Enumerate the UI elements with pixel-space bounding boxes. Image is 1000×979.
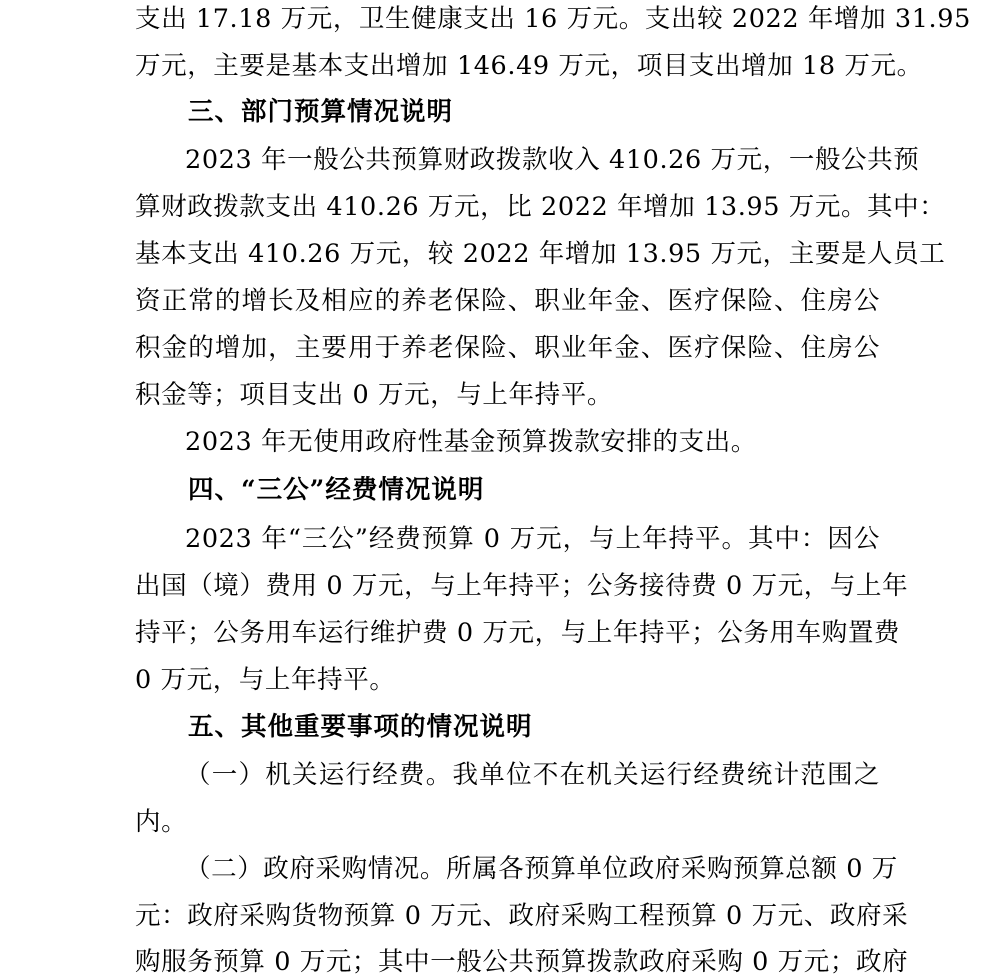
paragraph-line: 2023 年“三公”经费预算 0 万元，与上年持平。其中：因公	[185, 524, 880, 554]
paragraph-line: 积金的增加，主要用于养老保险、职业年金、医疗保险、住房公	[135, 333, 880, 363]
paragraph-line: 出国（境）费用 0 万元，与上年持平；公务接待费 0 万元，与上年	[135, 571, 909, 601]
paragraph-line: （二）政府采购情况。所属各预算单位政府采购预算总额 0 万	[185, 854, 898, 884]
paragraph-line: 资正常的增长及相应的养老保险、职业年金、医疗保险、住房公	[135, 286, 880, 316]
paragraph-line: 基本支出 410.26 万元，较 2022 年增加 13.95 万元，主要是人员工	[135, 239, 946, 269]
paragraph-line: 元：政府采购货物预算 0 万元、政府采购工程预算 0 万元、政府采	[135, 901, 909, 931]
paragraph-line: 内。	[135, 807, 188, 837]
paragraph-line: 积金等；项目支出 0 万元，与上年持平。	[135, 380, 613, 410]
section-heading: 五、其他重要事项的情况说明	[188, 712, 533, 742]
paragraph-line: 购服务预算 0 万元；其中一般公共预算拨款政府采购 0 万元；政府	[135, 947, 909, 977]
paragraph-line: 支出 17.18 万元，卫生健康支出 16 万元。支出较 2022 年增加 31.95	[135, 4, 971, 34]
paragraph-line: 算财政拨款支出 410.26 万元，比 2022 年增加 13.95 万元。其中：	[135, 192, 946, 222]
section-heading: 三、部门预算情况说明	[188, 97, 454, 127]
paragraph-line: 持平；公务用车运行维护费 0 万元，与上年持平；公务用车购置费	[135, 618, 901, 648]
paragraph-line: 2023 年无使用政府性基金预算拨款安排的支出。	[185, 427, 757, 457]
paragraph-line: 0 万元，与上年持平。	[135, 665, 396, 695]
section-heading: 四、“三公”经费情况说明	[188, 475, 485, 505]
paragraph-line: （一）机关运行经费。我单位不在机关运行经费统计范围之	[185, 760, 880, 790]
paragraph-line: 2023 年一般公共预算财政拨款收入 410.26 万元，一般公共预	[185, 145, 920, 175]
paragraph-line: 万元，主要是基本支出增加 146.49 万元，项目支出增加 18 万元。	[135, 51, 923, 81]
